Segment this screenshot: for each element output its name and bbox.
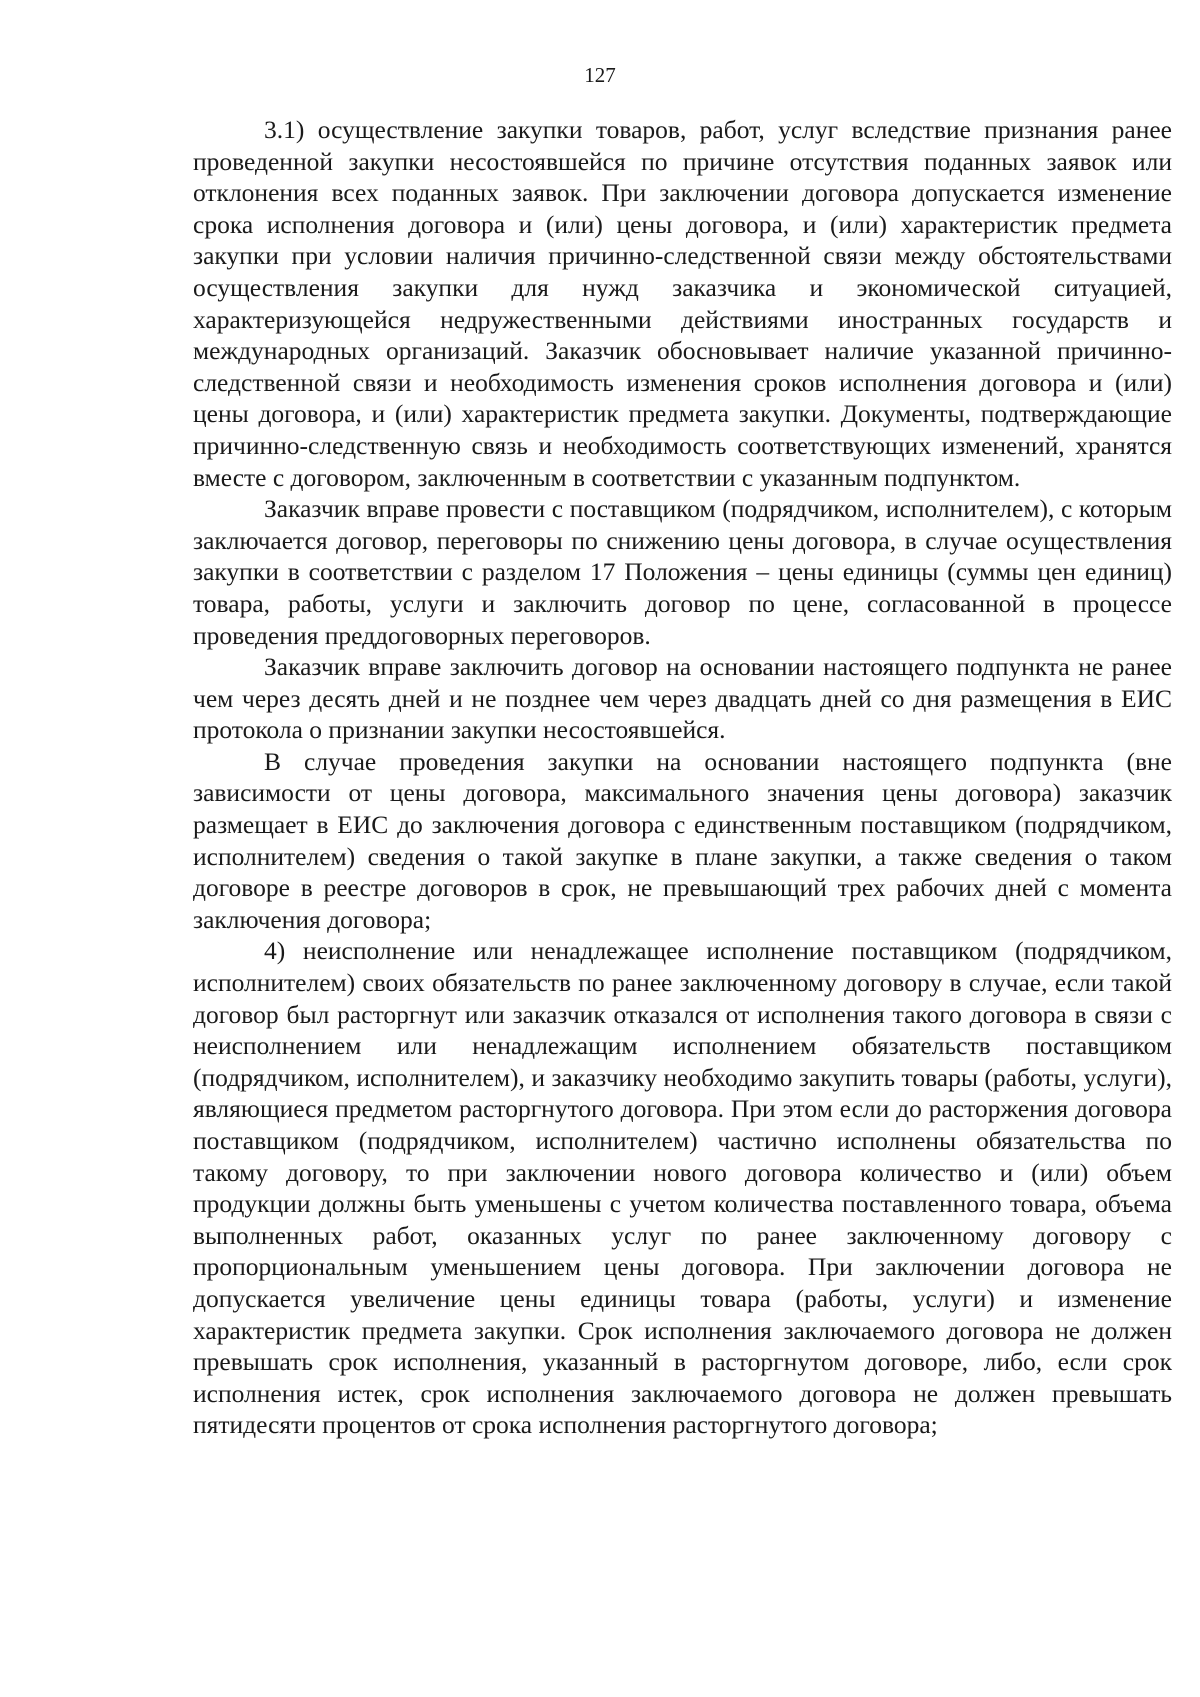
document-body bbox=[193, 114, 1172, 1441]
paragraph-3-1: 3.1) осуществление закупки товаров, работ, услуг вследствие признания ранее проведенной закупки несостоявшейся по причине отсутствия поданных заявок или отклонения всех поданных заявок. При заключении договора допускается изменение срока исполнения договора и (или) цены договора, и (или) характеристик предмета закупки при условии наличия причинно-следственной связи между обстоятельствами осуществления закупки для нужд заказчика и экономической ситуацией, характеризующейся недружественными действиями иностранных государств и международных организаций. Заказчик обосновывает наличие указанной причинно-следственной связи и необходимость изменения сроков исполнения договора и (или) цены договора, и (или) характеристик предмета закупки. Документы, подтверждающие причинно-следственную связь и необходимость соответствующих изменений, хранятся вместе с договором, заключенным в соответствии с указанным подпунктом. bbox=[193, 115, 1172, 492]
paragraph-eis-publication: В случае проведения закупки на основании настоящего подпункта (вне зависимости от цены договора, максимального значения цены договора) заказчик размещает в ЕИС до заключения договора с единственным поставщиком (подрядчиком, исполнителем) сведения о такой закупке в плане закупки, а также сведения о таком договоре в реестре договоров в срок, не превышающий трех рабочих дней с момента заключения договора; bbox=[193, 746, 1172, 934]
paragraph-negotiations: Заказчик вправе провести с поставщиком (подрядчиком, исполнителем), с которым заключается договор, переговоры по снижению цены договора, в случае осуществления закупки в соответствии с разделом 17 Положения – цены единицы (суммы цен единиц) товара, работы, услуги и заключить договор по цене, согласованной в процессе проведения преддоговорных переговоров. bbox=[193, 494, 1172, 650]
paragraph-4: 4) неисполнение или ненадлежащее исполнение поставщиком (подрядчиком, исполнителем) своих обязательств по ранее заключенному договору в случае, если такой договор был расторгнут или заказчик отказался от исполнения такого договора в связи с неисполнением или ненадлежащим исполнением обязательств поставщиком (подрядчиком, исполнителем), и заказчику необходимо закупить товары (работы, услуги), являющиеся предметом расторгнутого договора. При этом если до расторжения договора поставщиком (подрядчиком, исполнителем) частично исполнены обязательства по такому договору, то при заключении нового договора количество и (или) объем продукции должны быть уменьшены с учетом количества поставленного товара, объема выполненных работ, оказанных услуг по ранее заключенному договору с пропорциональным уменьшением цены договора. При заключении договора не допускается увеличение цены единицы товара (работы, услуги) и изменение характеристик предмета закупки. Срок исполнения заключаемого договора не должен превышать срок исполнения, указанный в расторгнутом договоре, либо, если срок исполнения истек, срок исполнения заключаемого договора не должен превышать пятидесяти процентов от срока исполнения расторгнутого договора; bbox=[193, 936, 1172, 1440]
page-number: 127 bbox=[584, 63, 616, 87]
paragraph-contract-timing: Заказчик вправе заключить договор на основании настоящего подпункта не ранее чем через десять дней и не позднее чем через двадцать дней со дня размещения в ЕИС протокола о признании закупки несостоявшейся. bbox=[193, 652, 1172, 745]
